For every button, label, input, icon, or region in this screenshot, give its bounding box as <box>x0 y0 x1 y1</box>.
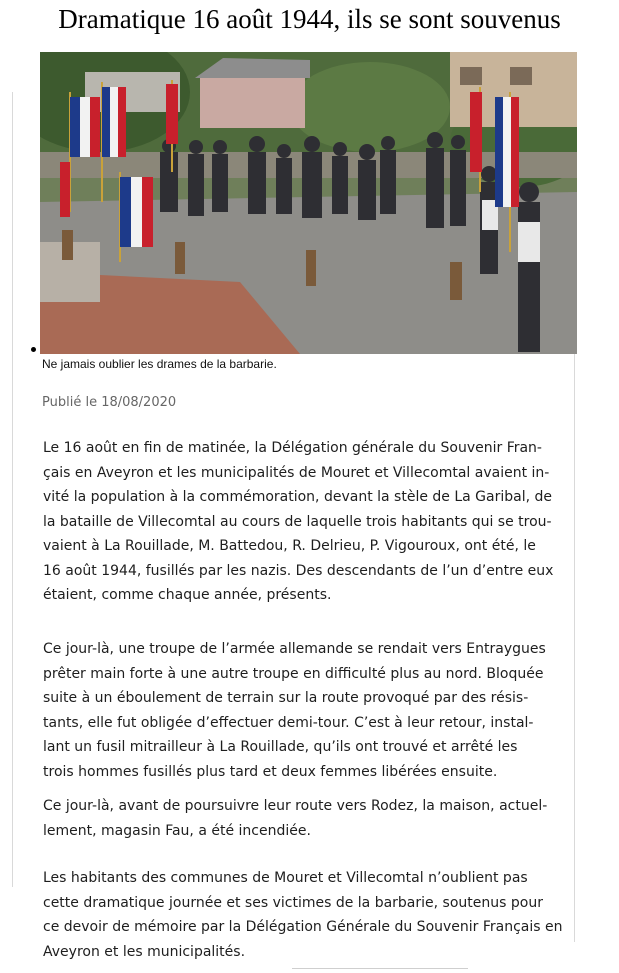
paragraph-line: prêter main forte à une autre troupe en difficulté plus au nord. Bloquée <box>43 665 544 682</box>
paragraph-line: tants, elle fut obligée d’effectuer demi-tour. C’est à leur retour, instal- <box>43 714 534 731</box>
paragraph-line: çais en Aveyron et les municipalités de Mouret et Villecomtal avaient in- <box>43 464 550 481</box>
publish-date: Publié le 18/08/2020 <box>42 395 177 410</box>
paragraph-line: Les habitants des communes de Mouret et Villecomtal n’oublient pas <box>43 870 528 886</box>
left-divider <box>12 92 13 887</box>
article-paragraph <box>43 866 578 964</box>
footer-divider <box>292 968 468 969</box>
paragraph-line: Le 16 août en fin de matinée, la Délégation générale du Souvenir Fran- <box>43 440 542 456</box>
photo-caption: Ne jamais oublier les drames de la barbarie. <box>42 357 277 371</box>
paragraph-line: étaient, comme chaque année, présents. <box>43 587 332 603</box>
paragraph-line: 16 août 1944, fusillés par les nazis. Des descendants de l’un d’entre eux <box>43 562 554 579</box>
paragraph-line: trois hommes fusillés plus tard et deux femmes libérées ensuite. <box>43 763 498 780</box>
paragraph-line: suite à un éboulement de terrain sur la route provoqué par des résis- <box>43 690 529 706</box>
article-paragraph <box>43 436 578 608</box>
list-bullet <box>31 347 36 352</box>
paragraph-line: lant un fusil mitrailleur à La Rouillade, qu’ils ont trouvé et arrêté les <box>43 739 518 755</box>
paragraph-line: Ce jour-là, avant de poursuivre leur route vers Rodez, la maison, actuel- <box>43 798 548 814</box>
ceremony-photo <box>40 52 577 354</box>
paragraph-line: vité la population à la commémoration, devant la stèle de La Garibal, de <box>43 489 553 505</box>
paragraph-line: vaient à La Rouillade, M. Battedou, R. Delrieu, P. Vigouroux, ont été, le <box>43 538 536 554</box>
paragraph-line: Ce jour-là, une troupe de l’armée allemande se rendait vers Entraygues <box>43 641 546 657</box>
paragraph-line: cette dramatique journée et ses victimes de la barbarie, soutenus pour <box>43 894 543 911</box>
paragraph-line: ce devoir de mémoire par la Délégation Générale du Souvenir Français en <box>43 919 563 935</box>
paragraph-line: lement, magasin Fau, a été incendiée. <box>43 822 311 839</box>
paragraph-line: Aveyron et les municipalités. <box>43 943 246 960</box>
article-paragraph <box>43 637 578 784</box>
article-paragraph <box>43 794 578 843</box>
article-title: Dramatique 16 août 1944, ils se sont souvenus <box>58 4 561 34</box>
paragraph-line: la bataille de Villecomtal au cours de laquelle trois habitants qui se trou- <box>43 513 552 530</box>
